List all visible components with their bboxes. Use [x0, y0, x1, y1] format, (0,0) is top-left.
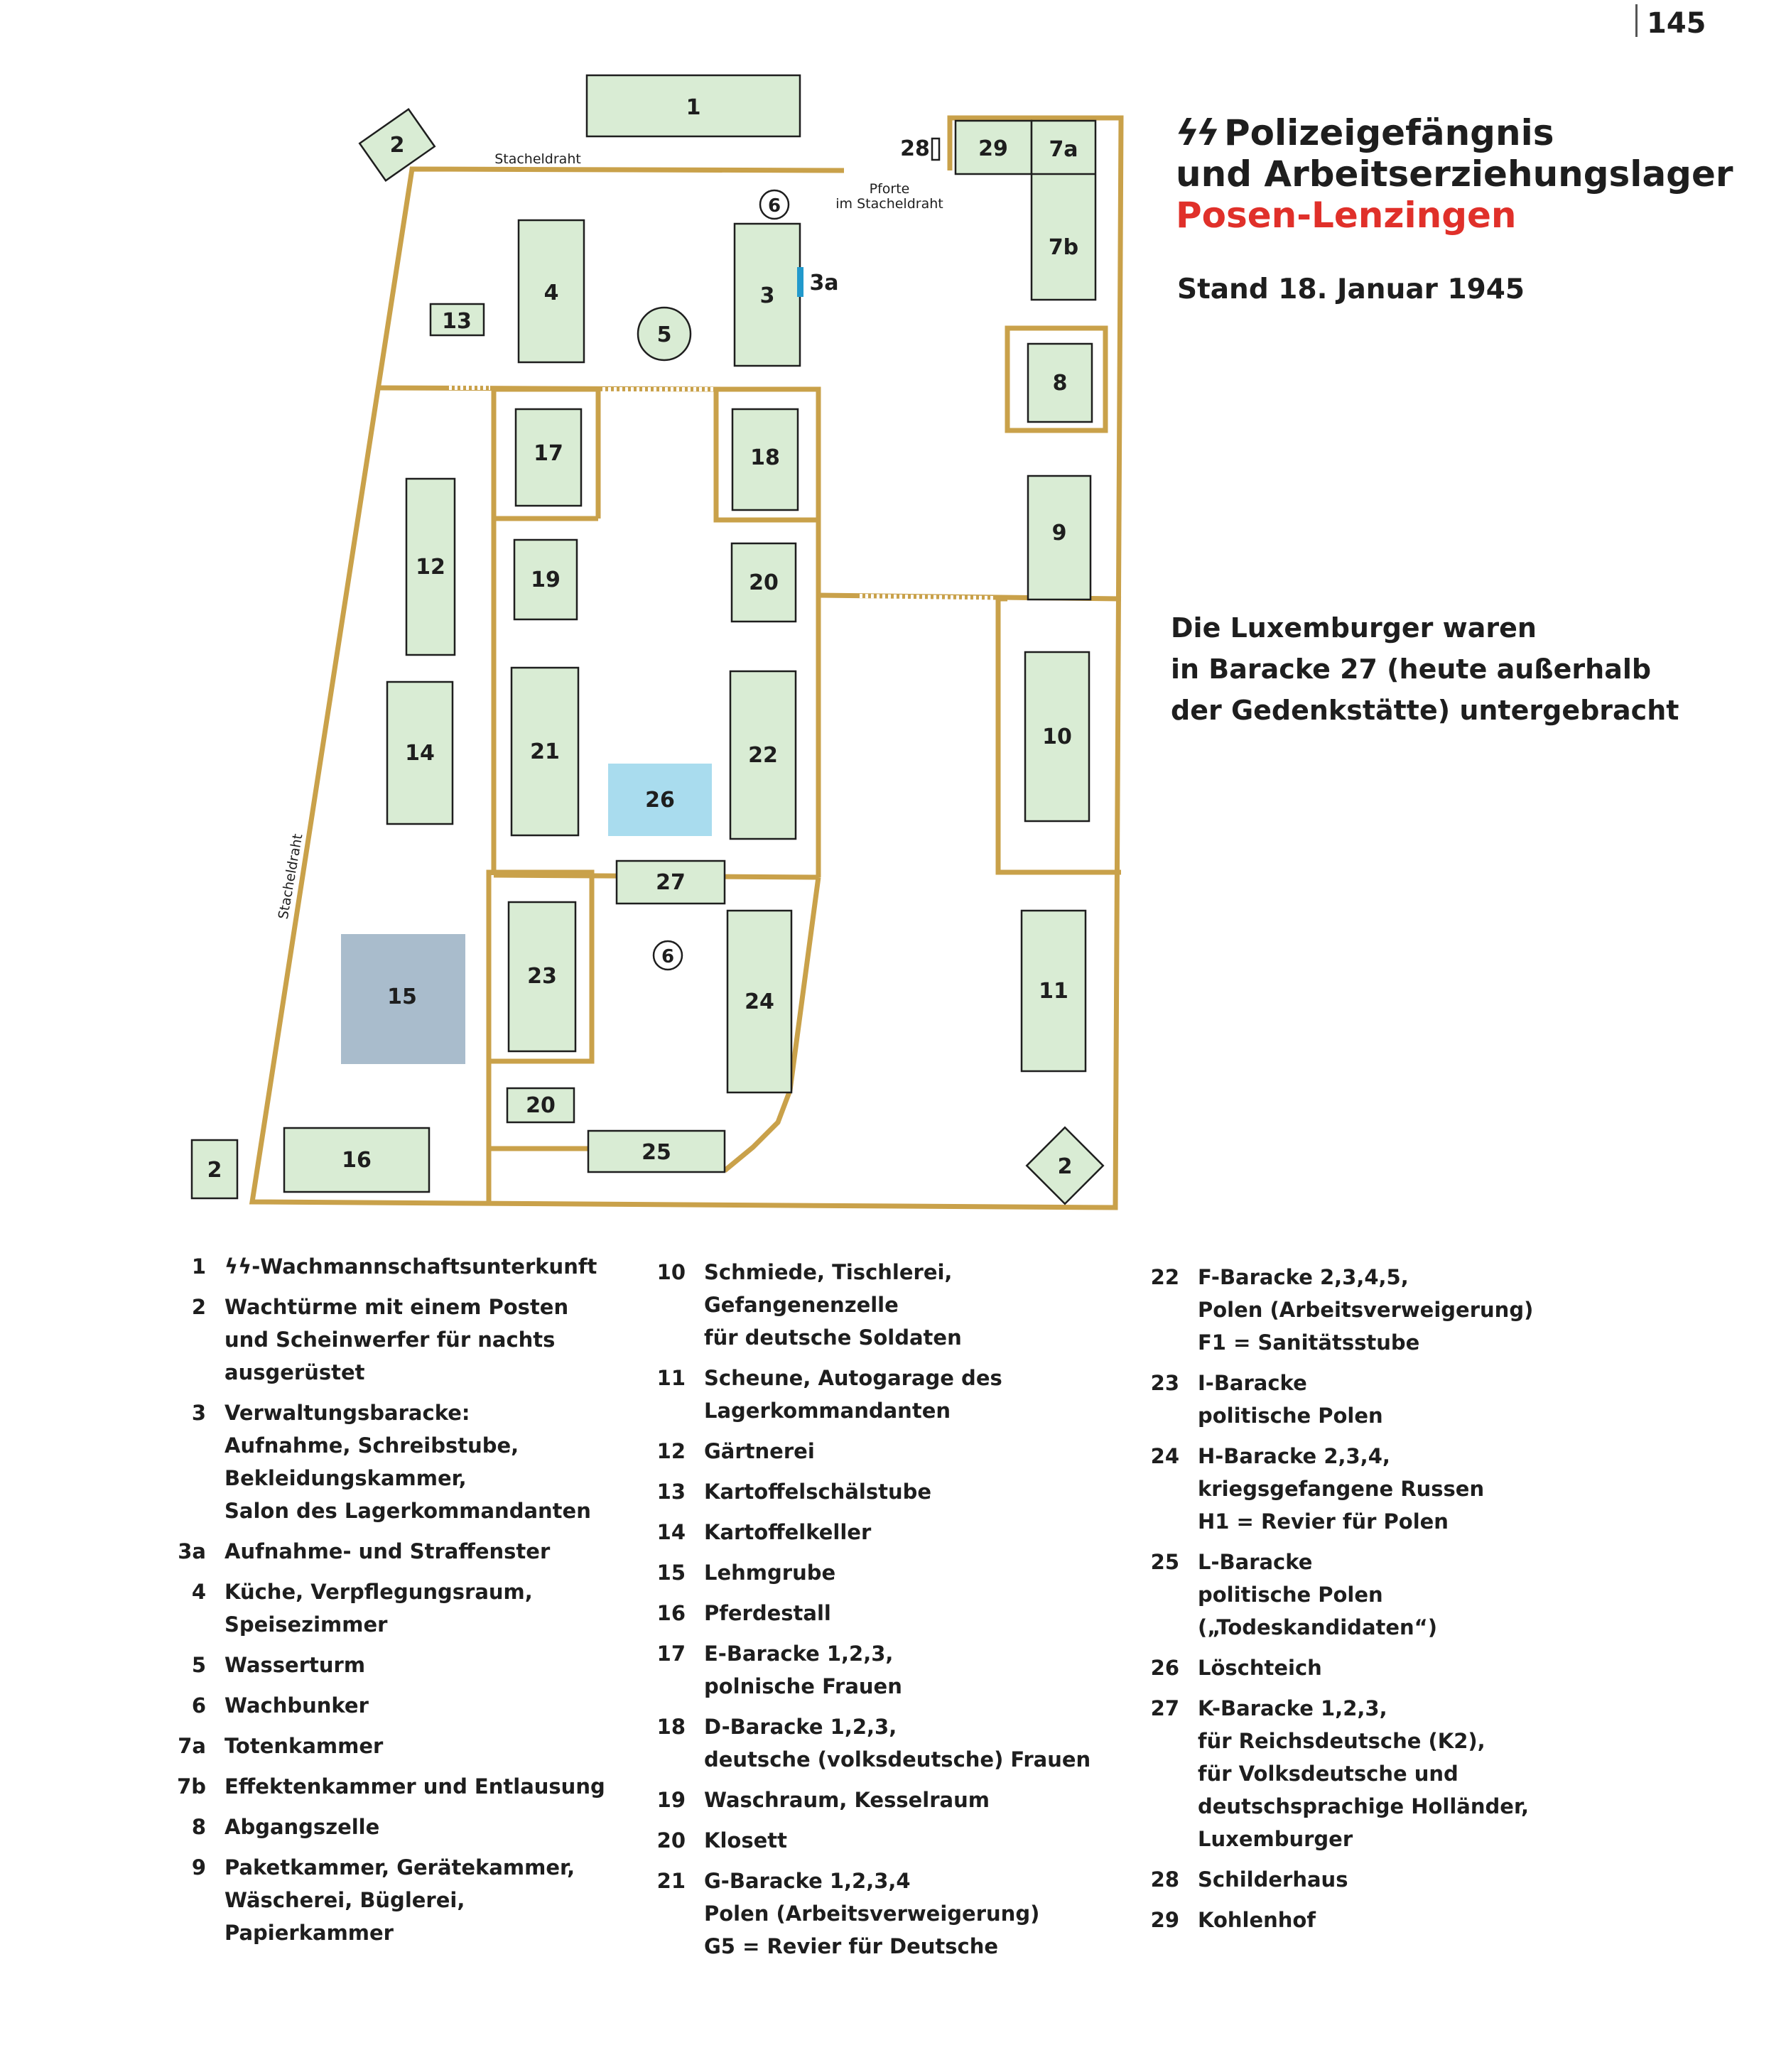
label-building-9: 9	[1051, 521, 1067, 546]
legend-number: 11	[656, 1366, 686, 1390]
legend-text: G-Baracke 1,2,3,4 Polen (Arbeitsverweigerung) G5 = Revier für Deutsche	[704, 1869, 1040, 1958]
label-building-25: 25	[642, 1140, 671, 1165]
label-building-22: 22	[748, 743, 778, 768]
legend-text: Waschraum, Kesselraum	[704, 1788, 990, 1812]
building-28	[932, 139, 939, 160]
label-building-24: 24	[745, 989, 774, 1014]
legend-text: Wachbunker	[224, 1693, 369, 1718]
legend-text: Verwaltungsbaracke: Aufnahme, Schreibstube, Bekleidungskammer, Salon des Lagerkommandanten	[224, 1401, 591, 1523]
legend-text: Aufnahme- und Straffenster	[224, 1539, 551, 1563]
label-building-2: 2	[389, 133, 405, 158]
legend-number: 1	[191, 1254, 206, 1279]
ann-wire-top: Stacheldraht	[494, 151, 581, 167]
legend-text: Abgangszelle	[224, 1815, 380, 1839]
label-building-2: 2	[1057, 1154, 1073, 1179]
label-building-12: 12	[416, 555, 445, 580]
legend-text: F-Baracke 2,3,4,5, Polen (Arbeitsverweigerung) F1 = Sanitätsstube	[1198, 1265, 1534, 1355]
legend-text: Schilderhaus	[1198, 1867, 1348, 1892]
legend-text: Scheune, Autogarage des Lagerkommandanten	[704, 1366, 1002, 1423]
legend-number: 18	[656, 1715, 686, 1739]
legend-text: L-Baracke politische Polen („Todeskandidaten“)	[1198, 1550, 1437, 1639]
legend-number: 3	[191, 1401, 206, 1425]
label-building-7a: 7a	[1049, 137, 1078, 162]
legend-text: Kartoffelschälstube	[704, 1480, 932, 1504]
legend-text: Kartoffelkeller	[704, 1520, 872, 1544]
ann-wire-left: Stacheldraht	[275, 832, 306, 921]
legend-number: 9	[191, 1855, 206, 1880]
label-building-6: 6	[661, 946, 675, 967]
label-building-14: 14	[405, 741, 435, 766]
legend-number: 4	[191, 1580, 206, 1604]
label-building-5: 5	[656, 322, 672, 347]
label-building-26: 26	[645, 788, 675, 813]
legend-number: 17	[656, 1642, 686, 1666]
buildings	[192, 75, 1103, 1204]
label-building-4: 4	[543, 281, 559, 305]
legend-text: Kohlenhof	[1198, 1908, 1316, 1932]
legend-number: 29	[1150, 1908, 1179, 1932]
label-building-19: 19	[531, 568, 561, 592]
label-building-28: 28	[900, 136, 930, 161]
label-building-3: 3	[759, 283, 775, 308]
label-building-29: 29	[978, 136, 1008, 161]
label-building-20: 20	[749, 570, 779, 595]
ann-gate-1: Pforte	[869, 181, 910, 197]
legend-text: H-Baracke 2,3,4, kriegsgefangene Russen H1 = Revier für Polen	[1198, 1444, 1485, 1534]
legend-number: 27	[1150, 1696, 1179, 1720]
legend-text: I-Baracke politische Polen	[1198, 1371, 1383, 1428]
legend-number: 21	[656, 1869, 686, 1893]
label-building-7b: 7b	[1048, 235, 1079, 260]
label-building-16: 16	[342, 1148, 372, 1173]
title-line-1: ϟϟ Polizeigefängnis	[1176, 112, 1554, 153]
ann-gate-2: im Stacheldraht	[835, 196, 943, 212]
legend-number: 14	[656, 1520, 686, 1544]
date-stand: Stand 18. Januar 1945	[1177, 273, 1525, 305]
legend-number: 26	[1150, 1656, 1179, 1680]
legend-number: 10	[656, 1260, 686, 1284]
title-line-3: Posen-Lenzingen	[1176, 195, 1517, 236]
title-line-2: und Arbeitserziehungslager	[1176, 153, 1733, 195]
legend-text: D-Baracke 1,2,3, deutsche (volksdeutsche) Frauen	[704, 1715, 1091, 1772]
legend-number: 3a	[178, 1539, 206, 1563]
legend-number: 28	[1150, 1867, 1179, 1892]
legend-number: 22	[1150, 1265, 1179, 1289]
legend-number: 7b	[177, 1774, 206, 1799]
legend-number: 19	[656, 1788, 686, 1812]
label-building-13: 13	[442, 309, 472, 334]
legend-number: 15	[656, 1561, 686, 1585]
legend-text: ϟϟ-Wachmannschaftsunterkunft	[224, 1254, 597, 1279]
label-building-1: 1	[686, 95, 701, 120]
label-building-6: 6	[767, 195, 781, 217]
legend-text: Wachtürme mit einem Posten und Scheinwerfer für nachts ausgerüstet	[224, 1295, 569, 1384]
legend-text: Effektenkammer und Entlausung	[224, 1774, 605, 1799]
legend-number: 12	[656, 1439, 686, 1463]
label-building-17: 17	[534, 441, 563, 466]
window-3a	[797, 267, 803, 297]
label-building-2: 2	[207, 1158, 222, 1183]
legend-number: 24	[1150, 1444, 1179, 1468]
legend-text: K-Baracke 1,2,3, für Reichsdeutsche (K2), für Volksdeutsche und deutschsprachige Holländer, Luxemburger	[1198, 1696, 1529, 1851]
legend-number: 5	[191, 1653, 206, 1677]
legend-number: 23	[1150, 1371, 1179, 1395]
label-building-8: 8	[1052, 371, 1068, 396]
legend-text: Klosett	[704, 1828, 787, 1853]
legend-text: Gärtnerei	[704, 1439, 815, 1463]
legend-number: 13	[656, 1480, 686, 1504]
label-building-27: 27	[656, 870, 686, 895]
legend-text: Pferdestall	[704, 1601, 831, 1625]
label-building-18: 18	[750, 445, 780, 470]
legend-text: Küche, Verpflegungsraum, Speisezimmer	[224, 1580, 533, 1637]
legend-text: Paketkammer, Gerätekammer, Wäscherei, Büglerei, Papierkammer	[224, 1855, 575, 1945]
legend-text: Lehmgrube	[704, 1561, 836, 1585]
legend-text: Totenkammer	[224, 1734, 384, 1758]
legend-number: 25	[1150, 1550, 1179, 1574]
label-building-11: 11	[1039, 979, 1068, 1004]
label-building-20: 20	[526, 1093, 556, 1118]
legend-number: 8	[191, 1815, 206, 1839]
legend-text: Löschteich	[1198, 1656, 1322, 1680]
label-building-3a: 3a	[809, 271, 839, 295]
legend-text: Wasserturm	[224, 1653, 366, 1677]
legend-number: 7a	[178, 1734, 206, 1758]
label-building-21: 21	[530, 739, 560, 764]
page-number: 145	[1647, 7, 1706, 40]
label-building-23: 23	[527, 964, 557, 989]
label-building-15: 15	[387, 985, 417, 1009]
legend-text: Schmiede, Tischlerei, Gefangenenzelle für deutsche Soldaten	[704, 1260, 962, 1350]
luxembourg-note: Die Luxemburger waren in Baracke 27 (heute außerhalb der Gedenkstätte) untergebracht	[1171, 612, 1679, 726]
legend-text: E-Baracke 1,2,3, polnische Frauen	[704, 1642, 902, 1698]
legend-number: 16	[656, 1601, 686, 1625]
label-building-10: 10	[1042, 725, 1072, 749]
legend-number: 20	[656, 1828, 686, 1853]
legend-number: 2	[191, 1295, 206, 1319]
legend-number: 6	[191, 1693, 206, 1718]
ss-rune: ϟϟ	[1176, 112, 1217, 153]
